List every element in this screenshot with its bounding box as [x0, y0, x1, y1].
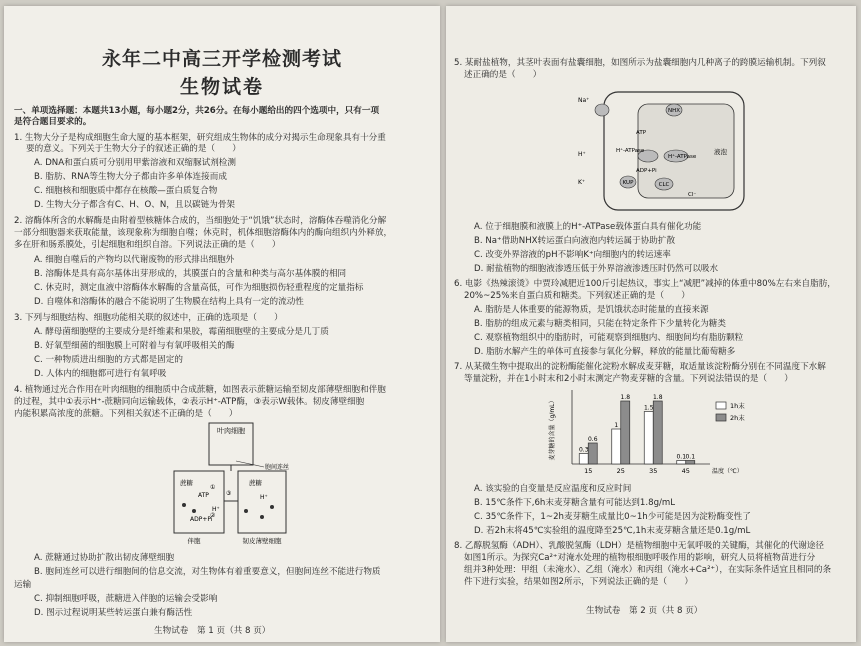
exam-subtitle: 生物试卷	[179, 76, 264, 98]
q4-option-a: A. 蔗糖通过协助扩散出韧皮薄壁细胞	[34, 553, 175, 563]
hplus-label: H⁺	[212, 506, 220, 513]
question-8-cont: 组并3种处理：甲组（未淹水）、乙组（淹水）和丙组（淹水+Ca²⁺），在实际条件适宜且相同的条	[464, 565, 832, 575]
q2-option-b: B. 溶酶体是具有高尔基体出芽形成的，其膜蛋白的含量和种类与高尔基体膜的相同	[34, 269, 347, 279]
q3-option-a: A. 酵母菌细胞壁的主要成分是纤维素和果胶，霉菌细胞壁的主要成分是几丁质	[34, 327, 329, 337]
q7-option-d: D. 若2h末将45℃实验组的温度降至25℃,1h末麦芽糖含量还是0.1g/mL	[474, 526, 751, 536]
x-tick-label: 45	[681, 467, 690, 475]
question-8-cont: 如图1所示。为探究Ca²⁺对淹水处理的植物根细胞呼吸作用的影响，研究人员将植物苗进行分	[464, 553, 816, 563]
data-label: 0.1	[685, 453, 696, 461]
bar-1-25	[612, 429, 621, 464]
mark-3: ③	[226, 490, 232, 497]
h-atpase-label: H⁺-ATPase	[616, 148, 645, 154]
question-5: 5. 某耐盐植物，其茎叶表面有盐囊细胞，如图所示为盐囊细胞内几种离子的跨膜运输机制。下列叙	[454, 58, 826, 68]
exam-title: 永年二中高三开学检测考试	[101, 48, 342, 70]
q6-option-c: C. 观察植物组织中的脂肪时，可能观察到细胞内、细胞间均有脂肪颗粒	[474, 333, 744, 343]
q4-option-b-cont: 运输	[14, 580, 32, 590]
q3-option-b: B. 好氧型细菌的细胞膜上可附着与有氧呼吸相关的酶	[34, 341, 235, 351]
question-1-cont: 要的意义。下列关于生物大分子的叙述正确的是（ ）	[26, 144, 241, 154]
q1-option-d: D. 生物大分子都含有C、H、O、N，且以碳链为骨架	[34, 200, 236, 210]
question-4-cont: 的过程，其中①表示H⁺-蔗糖同向运输载体，②表示H⁺-ATP酶，③表示W载体。韧皮薄壁细胞	[14, 397, 365, 407]
bar-1-15	[579, 454, 588, 465]
page-2-footer: 生物试卷 第 2 页（共 8 页）	[586, 606, 703, 616]
maltose-bar-chart	[544, 386, 774, 482]
data-label: 1.5	[643, 404, 654, 412]
question-6-cont: 20%~25%来自蛋白质和糖类。下列叙述正确的是（ ）	[464, 291, 690, 301]
q7-option-c: C. 35℃条件下，1~2h麦芽糖生成量比0~1h少可能是因为淀粉酶变性了	[474, 512, 751, 522]
q4-option-d: D. 图示过程说明某些转运蛋白兼有酶活性	[34, 608, 193, 618]
q2-option-d: D. 自噬体和溶酶体的融合不能说明了生物膜在结构上具有一定的流动性	[34, 297, 304, 307]
q3-option-d: D. 人体内的细胞都可进行有氧呼吸	[34, 369, 167, 379]
adp-label-2: ADP+Pi	[636, 168, 657, 174]
question-7-cont: 等量淀粉，并在1小时末和2小时末测定产物麦芽糖的含量。下列说法错误的是（ ）	[464, 374, 793, 384]
k-out-label: K⁺	[578, 179, 586, 186]
q6-option-d: D. 脂肪水解产生的单体可直接参与氧化分解，释放的能量比葡萄糖多	[474, 347, 736, 357]
q4-option-c: C. 抑制细胞呼吸，蔗糖进入伴胞的运输会受影响	[34, 594, 218, 604]
mark-1: ①	[210, 484, 216, 491]
q2-option-c: C. 休克时，测定血液中溶酶体水解酶的含量高低，可作为细胞损伤轻重程度的定量指标	[34, 283, 364, 293]
q2-option-a: A. 细胞自噬后的产物均以代谢废物的形式排出细胞外	[34, 255, 235, 265]
legend-label: 2h末	[730, 414, 745, 422]
adp-label: ADP+Pi	[190, 516, 213, 523]
x-tick-label: 15	[584, 467, 593, 475]
exam-page-2	[446, 6, 856, 642]
h-atpase2-label: H⁺-ATPase	[668, 154, 697, 160]
na-out-label: Na⁺	[578, 97, 590, 104]
question-4: 4. 植物通过光合作用在叶肉细胞的细胞质中合成蔗糖，如图表示蔗糖运输至韧皮部薄壁细胞和伴胞	[14, 385, 386, 395]
question-2-cont: 一部分细胞器来获取能量，该现象称为细胞自噬；休克时，机体细胞溶酶体内的酶向组织内外释放，	[14, 228, 393, 238]
legend-swatch	[716, 402, 726, 409]
q6-option-a: A. 脂肪是人体重要的能源物质，是饥饿状态时能量的直接来源	[474, 305, 709, 315]
clc-label: CLC	[658, 182, 670, 188]
x-tick-label: 25	[616, 467, 625, 475]
bar-2-45	[686, 461, 695, 465]
sucrose-transport-diagram	[154, 421, 304, 551]
bar-2-15	[588, 443, 597, 464]
exam-page-1	[4, 6, 440, 642]
question-7: 7. 从某微生物中提取出的淀粉酶能催化淀粉水解成麦芽糖，取适量该淀粉酶分别在不同温度下水解	[454, 362, 826, 372]
sucrose-label-2: 蔗糖	[249, 479, 262, 487]
vacuole-label: 液泡	[714, 148, 727, 156]
q1-option-b: B. 脂肪、RNA等生物大分子都由许多单体连接而成	[34, 172, 227, 182]
kup-label: KUP	[622, 180, 634, 186]
hplus-label-2: H⁺	[260, 494, 268, 501]
q1-option-c: C. 细胞核和细胞质中都存在核酸—蛋白质复合物	[34, 186, 218, 196]
ion-transport-diagram	[576, 84, 751, 216]
x-axis-label: 温度（℃）	[712, 468, 743, 475]
q5-option-c: C. 改变外界溶液的pH不影响K⁺向细胞内的转运速率	[474, 250, 671, 260]
parenchyma-label: 韧皮薄壁细胞	[242, 537, 282, 545]
cl-label: Cl⁻	[688, 192, 697, 198]
data-label: 0.3	[578, 446, 589, 454]
q3-option-c: C. 一种物质进出细胞的方式都是固定的	[34, 355, 183, 365]
mesophyll-label: 叶肉细胞	[217, 427, 245, 435]
bar-1-35	[644, 412, 653, 465]
x-tick-label: 35	[649, 467, 658, 475]
companion-cell-label: 伴胞	[187, 537, 201, 545]
q5-option-b: B. Na⁺借助NHX转运蛋白向液泡内转运属于协助扩散	[474, 236, 676, 246]
q6-option-b: B. 脂肪的组成元素与糖类相同，只能在特定条件下少量转化为糖类	[474, 319, 726, 329]
legend-label: 1h末	[730, 402, 745, 410]
question-5-cont: 述正确的是（ ）	[464, 70, 542, 80]
question-4-cont: 内能积累高浓度的蔗糖。下列相关叙述不正确的是（ ）	[14, 409, 238, 419]
question-2: 2. 溶酶体所含的水解酶是由附着型核糖体合成的，当细胞处于“饥饿”状态时，溶酶体吞噬消化分解	[14, 216, 387, 226]
mark-2: ②	[210, 512, 216, 519]
atp-label-2: ATP	[636, 130, 647, 136]
question-6: 6. 电影《热辣滚烫》中贾玲减肥近100斤引起热议，事实上“减肥”减掉的体重中80%左右来自脂肪，	[454, 279, 836, 289]
q7-option-b: B. 15℃条件下,6h末麦芽糖含量有可能达到1.8g/mL	[474, 498, 676, 508]
q5-option-d: D. 耐盐植物的细胞液渗透压低于外界溶液渗透压时仍然可以吸水	[474, 264, 719, 274]
y-axis-label: 麦芽糖的含量（g/mL）	[549, 397, 556, 461]
q5-option-a: A. 位于细胞膜和液膜上的H⁺-ATPase载体蛋白具有催化功能	[474, 222, 702, 232]
data-label: 1	[614, 422, 619, 429]
data-label: 1.8	[620, 394, 631, 401]
nhx-label: NHX	[667, 108, 681, 114]
question-2-cont: 多在肝和肠系膜处，引起细胞和组织自溶。下列说法正确的是（ ）	[14, 240, 281, 250]
page-1-footer: 生物试卷 第 1 页（共 8 页）	[154, 626, 271, 636]
bar-1-45	[677, 461, 686, 465]
question-8-cont: 件下进行实验，结果如图2所示，下列说法正确的是（ ）	[464, 577, 693, 587]
atp-label: ATP	[198, 492, 209, 499]
q7-option-a: A. 该实验的自变量是反应温度和反应时间	[474, 484, 632, 494]
question-3: 3. 下列与细胞结构、细胞功能相关联的叙述中，正确的选项是（ ）	[14, 313, 283, 323]
q1-option-a: A. DNA和蛋白质可分别用甲紫溶液和双缩脲试剂检测	[34, 158, 236, 168]
data-label: 0.6	[587, 436, 598, 443]
section-heading-cont: 是符合题目要求的。	[14, 117, 92, 127]
bar-2-35	[653, 401, 662, 464]
data-label: 1.8	[652, 394, 663, 401]
question-8: 8. 乙醇脱氢酶（ADH）、乳酸脱氢酶（LDH）是植物细胞中无氧呼吸的关键酶，其催化的代谢途径	[454, 541, 825, 551]
q4-option-b: B. 胞间连丝可以进行细胞间的信息交流，对生物体有着重要意义，但胞间连丝不能进行物质	[34, 567, 381, 577]
h-out-label: H⁺	[578, 151, 586, 158]
question-1: 1. 生物大分子是构成细胞生命大厦的基本框架，研究组成生物体的成分对揭示生命现象具有十分重	[14, 133, 386, 143]
data-label: 0.1	[676, 453, 687, 461]
legend-swatch	[716, 414, 726, 421]
plasmodesmata-label: 胞间连丝	[265, 464, 290, 471]
sucrose-label: 蔗糖	[180, 479, 193, 487]
bar-2-25	[621, 401, 630, 464]
section-heading: 一、单项选择题：本题共13小题，每小题2分，共26分。在每小题给出的四个选项中，只有一项	[14, 106, 380, 116]
